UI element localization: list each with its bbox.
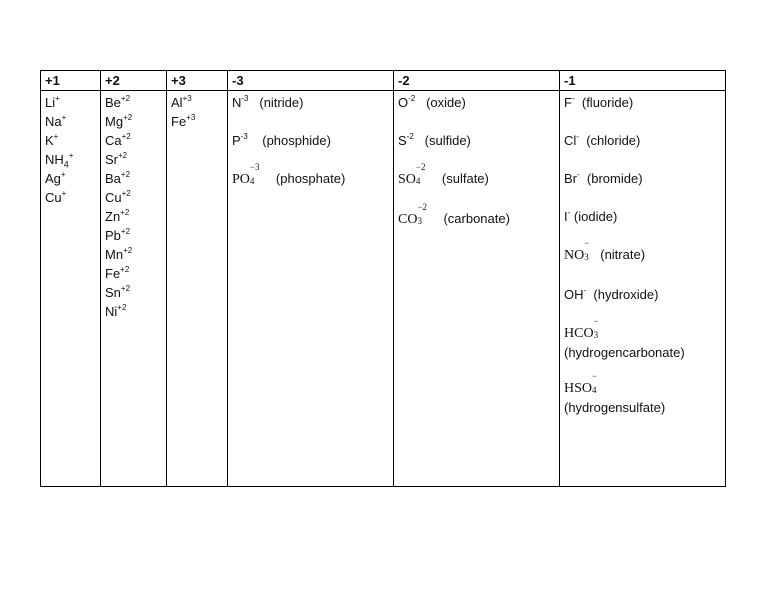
ion-na: Na+: [45, 112, 67, 129]
minus2-cell: [394, 91, 560, 487]
ion-sr: $Sr^{+2}$: [105, 150, 128, 167]
ion-hydroxide: OH- (hydroxide): [564, 285, 659, 302]
ion-carbonate: CO −2 3 (carbonate): [398, 202, 510, 227]
ion-sn: $Sn^{+2}$: [105, 283, 131, 300]
ion-ag: Ag+: [45, 169, 66, 186]
ion-nitrate: NO − 3 (nitrate): [564, 238, 646, 263]
ion-nh4: $NH_4^+$: [45, 150, 74, 170]
ion-zn: $Zn^{+2}$: [105, 207, 130, 224]
minus1-cell: [560, 91, 726, 487]
plus1-cell: [41, 91, 101, 487]
minus3-cell: [228, 91, 394, 487]
ion-phosphate: PO −3 4 (phosphate): [232, 162, 346, 187]
ion-k: K+: [45, 131, 59, 148]
ion-li: Li+: [45, 93, 60, 110]
ion-ca: $Ca^{+2}$: [105, 131, 131, 148]
ion-phosphide: $P^{-3}$ (phosphide): [232, 131, 331, 148]
header-minus3: -3: [228, 71, 394, 91]
ion-hydrogencarbonate: HCO − 3 (hydrogencarbonate): [564, 316, 685, 360]
ion-fe3: $Fe^{+3}$: [171, 112, 196, 129]
plus3-cell: [167, 91, 228, 487]
header-row: [41, 71, 726, 91]
ion-chloride: Cl- (chloride): [564, 131, 641, 148]
ion-mn: $Mn^{+2}$: [105, 245, 133, 262]
ion-bromide: Br- (bromide): [564, 169, 643, 186]
ion-sulfide: $S^{-2}$ (sulfide): [398, 131, 471, 148]
ion-oxide: $O^{-2}$ (oxide): [398, 93, 466, 110]
ion-sulfate: SO −2 4 (sulfate): [398, 162, 489, 187]
ion-charge-table: [40, 70, 726, 487]
header-minus1: -1: [560, 71, 726, 91]
ion-cu1: Cu+: [45, 188, 67, 205]
ion-al: $Al^{+3}$: [171, 93, 192, 110]
ion-nitride: $N^{-3}$ (nitride): [232, 93, 304, 110]
ion-mg: $Mg^{+2}$: [105, 112, 133, 129]
ion-hydrogensulfate: HSO − 4 (hydrogensulfate): [564, 371, 666, 415]
header-plus3: +3: [167, 71, 228, 91]
plus2-cell: [101, 91, 167, 487]
ion-fluoride: F- (fluoride): [564, 93, 634, 110]
ion-iodide: I- (iodide): [564, 207, 618, 224]
ion-cu2: $Cu^{+2}$: [105, 188, 131, 205]
ion-be: $Be^{+2}$: [105, 93, 131, 110]
ion-fe2: $Fe^{+2}$: [105, 264, 130, 281]
ion-ba: $Ba^{+2}$: [105, 169, 131, 186]
ion-pb: $Pb^{+2}$: [105, 226, 131, 243]
header-plus2: +2: [101, 71, 167, 91]
header-minus2: -2: [394, 71, 560, 91]
ion-ni: $Ni^{+2}$: [105, 302, 127, 319]
body-row: [41, 91, 726, 487]
header-plus1: +1: [41, 71, 101, 91]
